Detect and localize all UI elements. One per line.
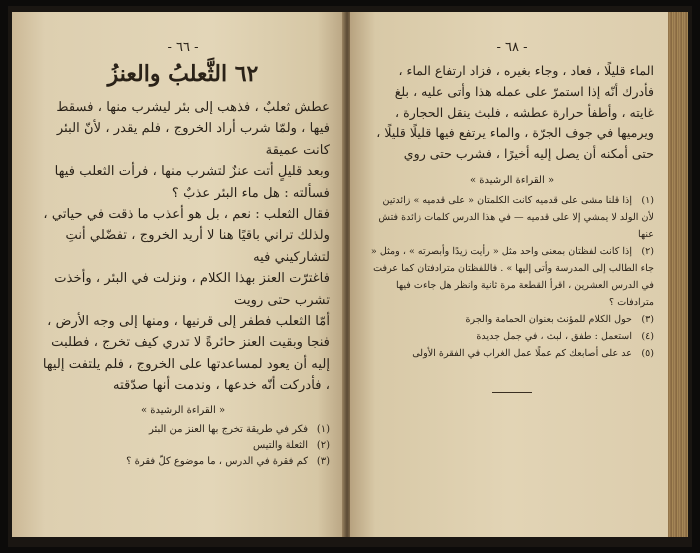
question-item <box>36 422 330 438</box>
exercise-heading: « القراءة الرشيدة » <box>140 404 226 416</box>
paragraph: وبعد قليلٍ أتت عنزٌ لتشرب منها ، فرأت الثعلب فيها فسألته : هل ماء البئر عذبٌ ؟ <box>54 164 330 201</box>
question-item <box>370 328 654 345</box>
question-number: (٤) <box>641 330 654 342</box>
left-page <box>12 12 344 537</box>
paragraph: الماء قليلًا ، فعاد ، وجاء بغيره ، فزاد ارتفاع الماء ، فأدرك أنّه إذا استمرّ على عمله هذا وأتى عليه ، بلغ غايته ، وأطفأ حرارة عطشه ، فلبث ينقل الحجارة ، ويرميها في جوف الجرّة ، والماء يرتفع فيها قليلًا قليلًا ، حتى أمكنه أن يصل إليه أخيرًا ، فشرب حتى روي <box>376 63 654 162</box>
question-number: (٢) <box>641 245 654 257</box>
story-text <box>370 61 654 165</box>
question-number: (١) <box>316 423 330 435</box>
right-page <box>350 12 668 537</box>
paragraph: عطش ثعلبٌ ، فذهب إلى بئر ليشرب منها ، فسقط فيها ، ولمّا شرب أراد الخروج ، فلم يقدر ، لأنّ البئر كانت عميقة <box>56 100 330 158</box>
question-number: (٥) <box>641 347 654 359</box>
lesson-title: ٦٢ الثَّعلبُ والعنزُ <box>107 61 259 87</box>
page-edges <box>668 12 688 537</box>
paragraph: أمّا الثعلب فطفر إلى قرنيها ، ومنها إلى وجه الأرض ، فنجا وبقيت العنز حائرةً لا تدري كيف تخرج ، فطلبت إليه أن يعود لمساعدتها على الخروج ، فلم يلتفت إليها ، فأدركت أنّه خدعها ، وندمت أنها صدّقته <box>42 314 330 394</box>
question-item <box>370 311 654 328</box>
question-item <box>36 454 330 470</box>
question-text: فكر في طريقة تخرج بها العنز من البئر <box>148 423 308 435</box>
paragraph: فاغترّت العنز بهذا الكلام ، ونزلت في البئر ، وأخذت تشرب حتى رويت <box>54 271 330 308</box>
question-text: كم فقرة في الدرس ، ما موضوع كلّ فقرة ؟ <box>126 455 308 467</box>
story-text <box>36 97 330 397</box>
question-text: الثعلة والتيس <box>253 439 308 451</box>
question-text: حول الكلام للمؤنث بعنوان الحمامة والجرة <box>465 313 632 325</box>
open-book <box>8 6 692 547</box>
question-text: استعمل : طفق ، لبث ، في جمل جديدة <box>476 330 632 342</box>
question-number: (٢) <box>316 439 330 451</box>
divider <box>492 392 532 393</box>
exercise-heading: « القراءة الرشيدة » <box>469 174 555 186</box>
question-text: إذا كانت لفظتان بمعنى واحد مثل « رأيت زيدًا وأبصرته » ، ومثل « جاء الطالب إلى المدرسة وأتى إليها » . فاللفظتان مترادفتان كما عرفت في الدرس العشرين ، اقرأ القطعة مرة ثانية وانظر هل جاءت فيها مترادفات ؟ <box>370 245 654 308</box>
question-item <box>370 192 654 243</box>
question-item <box>370 243 654 311</box>
page-number: - ٦٨ - <box>496 40 528 55</box>
question-number: (٣) <box>316 455 330 467</box>
question-item <box>36 438 330 454</box>
question-item <box>370 345 654 362</box>
question-text: إذا قلنا مشى على قدميه كانت الكلمتان « على قدميه » زائدتين لأن الولد لا يمشي إلا على قدميه — في هذا الدرس كلمات زائدة فتش عنها <box>378 194 654 240</box>
page-number: - ٦٦ - <box>167 40 199 55</box>
paragraph: فقال الثعلب : نعم ، بل هو أعذب ما ذقت في حياتي ، ولذلك تراني باقيًا هنا لا أريد الخروج ، تفضّلي أنتِ لتشاركيني فيه <box>43 207 330 265</box>
question-number: (٣) <box>641 313 654 325</box>
question-number: (١) <box>641 194 654 206</box>
question-text: عد على أصابعك كم عملًا عمل الغراب في الفقرة الأولى <box>412 347 632 359</box>
